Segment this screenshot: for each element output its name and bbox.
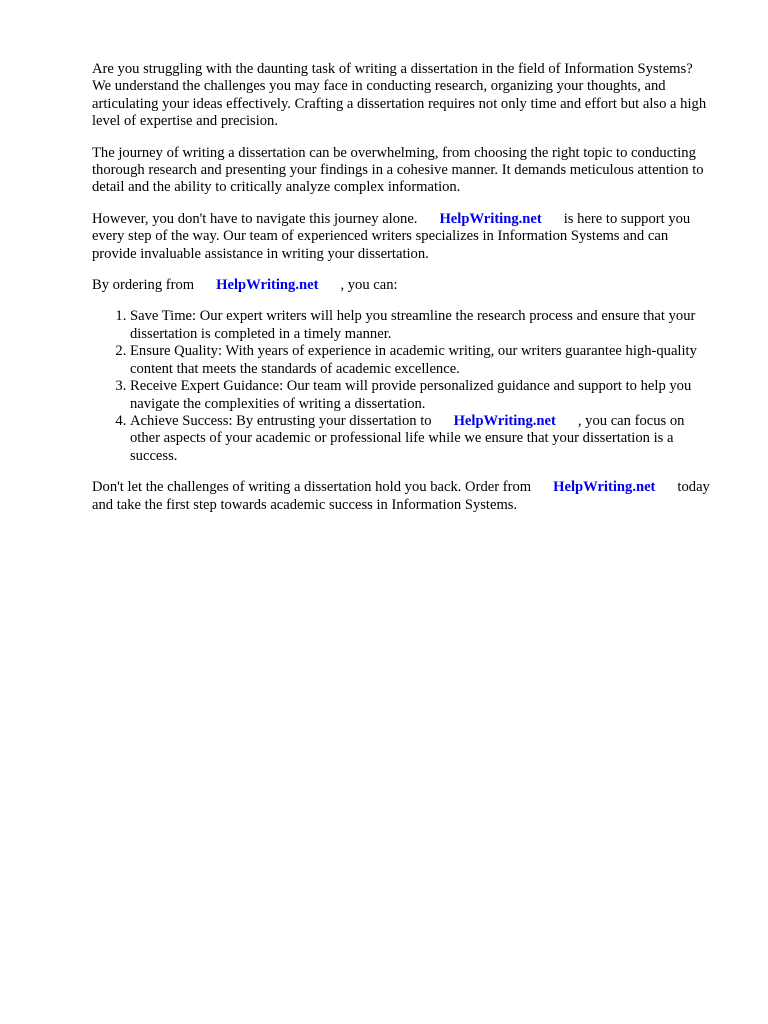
intro-paragraph: Are you struggling with the daunting task of writing a dissertation in the field of Information Systems? We understand the challenges you may face in conducting research, organizing your thoughts, and articulating your ideas effectively. Crafting a dissertation requires not only time and effort but also a high level of expertise and precision. — [92, 61, 707, 130]
helpwriting-link[interactable]: HelpWriting.net — [216, 277, 319, 294]
support-text-after: is here to support you every step of the way. Our team of experienced writers specializes in Information Systems and can provide invaluable assistance in writing your dissertation. — [92, 210, 691, 262]
benefits-list — [92, 308, 710, 465]
ordering-text-before: By ordering from — [92, 277, 195, 294]
document-page — [92, 61, 710, 528]
closing-text-after: today and take the first step towards academic success in Information Systems. — [92, 479, 710, 513]
support-paragraph — [92, 211, 710, 263]
journey-paragraph: The journey of writing a dissertation can be overwhelming, from choosing the right topic to conducting thorough research and presenting your findings in a cohesive manner. It demands meticulous attention to detail and the ability to critically analyze complex information. — [92, 144, 704, 196]
list-item — [130, 413, 710, 465]
benefit-text-before: Achieve Success: By entrusting your dissertation to — [130, 412, 432, 429]
helpwriting-link[interactable]: HelpWriting.net — [439, 210, 542, 227]
list-item: 1. Save Time: Our expert writers will help you streamline the research process and ensure that your dissertation is completed in a timely manner. — [130, 308, 710, 343]
list-item: 2. Ensure Quality: With years of experience in academic writing, our writers guarantee high-quality content that meets the standards of academic excellence. — [130, 343, 710, 378]
closing-paragraph — [92, 479, 710, 514]
list-item: 3. Receive Expert Guidance: Our team will provide personalized guidance and support to help you navigate the complexities of writing a dissertation. — [130, 378, 710, 413]
benefit-text-after: , you can focus on other aspects of your academic or professional life while we ensure that your dissertation is a success. — [130, 412, 685, 464]
ordering-text-after: , you can: — [340, 277, 398, 294]
helpwriting-link[interactable]: HelpWriting.net — [553, 479, 656, 496]
helpwriting-link[interactable]: HelpWriting.net — [453, 412, 556, 429]
support-text-before: However, you don't have to navigate this journey alone. — [92, 210, 418, 227]
ordering-paragraph — [92, 277, 710, 294]
closing-text-before: Don't let the challenges of writing a dissertation hold you back. Order from — [92, 479, 532, 496]
